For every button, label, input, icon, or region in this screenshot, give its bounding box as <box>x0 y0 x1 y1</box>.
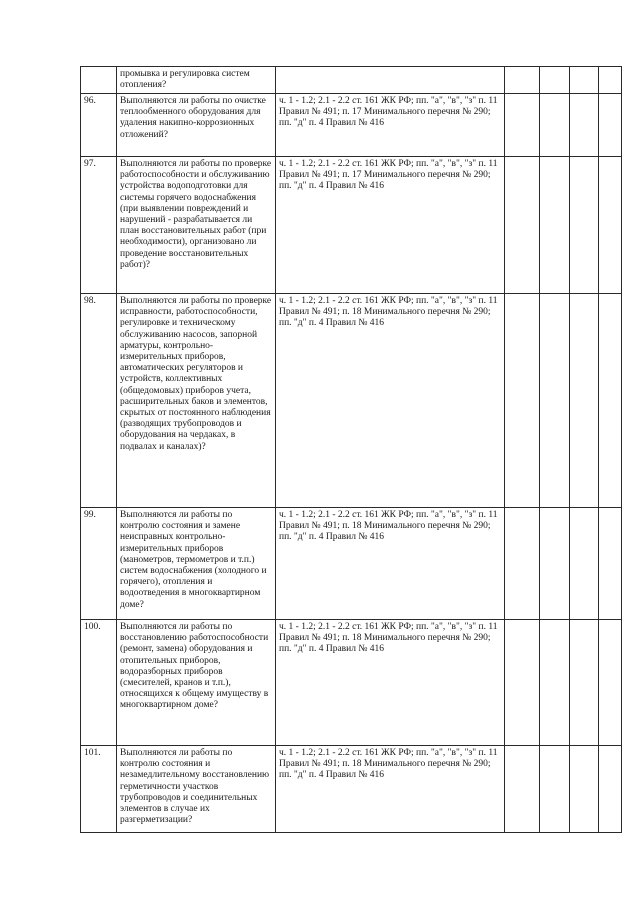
answer-cell-yes[interactable] <box>505 294 540 508</box>
row-number <box>81 67 117 94</box>
answer-cell-yes[interactable] <box>505 67 540 94</box>
table-row <box>81 620 622 746</box>
note-cell[interactable] <box>599 94 622 157</box>
table-row <box>81 157 622 294</box>
answer-cell-yes[interactable] <box>505 157 540 294</box>
answer-cell-na[interactable] <box>570 746 599 833</box>
answer-cell-no[interactable] <box>540 157 570 294</box>
answer-cell-no[interactable] <box>540 746 570 833</box>
answer-cell-na[interactable] <box>570 67 599 94</box>
table-row <box>81 746 622 833</box>
legal-references: ч. 1 - 1.2; 2.1 - 2.2 ст. 161 ЖК РФ; пп. "а", "в", "з" п. 11 Правил № 491; п. 18 Минимального перечня № 290; пп. "д" п. 4 Правил № 416 <box>276 620 505 746</box>
table-row <box>81 67 622 94</box>
legal-references: ч. 1 - 1.2; 2.1 - 2.2 ст. 161 ЖК РФ; пп. "а", "в", "з" п. 11 Правил № 491; п. 18 Минимального перечня № 290; пп. "д" п. 4 Правил № 416 <box>276 294 505 508</box>
answer-cell-no[interactable] <box>540 94 570 157</box>
table-row <box>81 94 622 157</box>
answer-cell-na[interactable] <box>570 620 599 746</box>
answer-cell-no[interactable] <box>540 294 570 508</box>
note-cell[interactable] <box>599 746 622 833</box>
answer-cell-no[interactable] <box>540 67 570 94</box>
answer-cell-yes[interactable] <box>505 94 540 157</box>
note-cell[interactable] <box>599 157 622 294</box>
row-number: 97. <box>81 157 117 294</box>
checklist-table <box>80 66 622 833</box>
note-cell[interactable] <box>599 620 622 746</box>
question-text: Выполняются ли работы по восстановлению работоспособности (ремонт, замена) оборудования и отопительных приборов, водоразборных приборов (смесителей, кранов и т.п.), относящихся к общему имуществу в многоквартирном доме? <box>117 620 276 746</box>
answer-cell-no[interactable] <box>540 620 570 746</box>
question-text: промывка и регулировка систем отопления? <box>117 67 276 94</box>
note-cell[interactable] <box>599 67 622 94</box>
question-text: Выполняются ли работы по очистке теплообменного оборудования для удаления накипно-коррозионных отложений? <box>117 94 276 157</box>
note-cell[interactable] <box>599 508 622 620</box>
answer-cell-na[interactable] <box>570 157 599 294</box>
question-text: Выполняются ли работы по проверке работоспособности и обслуживанию устройства водоподготовки для системы горячего водоснабжения (при выявлении повреждений и нарушений - разрабатывается ли план восстановительных работ (при необходимости), организовано ли проведение восстановительных работ)? <box>117 157 276 294</box>
legal-references: ч. 1 - 1.2; 2.1 - 2.2 ст. 161 ЖК РФ; пп. "а", "в", "з" п. 11 Правил № 491; п. 17 Минимального перечня № 290; пп. "д" п. 4 Правил № 416 <box>276 157 505 294</box>
answer-cell-no[interactable] <box>540 508 570 620</box>
legal-references: ч. 1 - 1.2; 2.1 - 2.2 ст. 161 ЖК РФ; пп. "а", "в", "з" п. 11 Правил № 491; п. 17 Минимального перечня № 290; пп. "д" п. 4 Правил № 416 <box>276 94 505 157</box>
legal-references <box>276 67 505 94</box>
note-cell[interactable] <box>599 294 622 508</box>
legal-references: ч. 1 - 1.2; 2.1 - 2.2 ст. 161 ЖК РФ; пп. "а", "в", "з" п. 11 Правил № 491; п. 18 Минимального перечня № 290; пп. "д" п. 4 Правил № 416 <box>276 508 505 620</box>
row-number: 96. <box>81 94 117 157</box>
question-text: Выполняются ли работы по контролю состояния и замене неисправных контрольно-измерительных приборов (манометров, термометров и т.п.) систем водоснабжения (холодного и горячего), отопления и водоотведения в многоквартирном доме? <box>117 508 276 620</box>
answer-cell-yes[interactable] <box>505 508 540 620</box>
row-number: 100. <box>81 620 117 746</box>
answer-cell-na[interactable] <box>570 94 599 157</box>
row-number: 101. <box>81 746 117 833</box>
table-row <box>81 508 622 620</box>
row-number: 99. <box>81 508 117 620</box>
legal-references: ч. 1 - 1.2; 2.1 - 2.2 ст. 161 ЖК РФ; пп. "а", "в", "з" п. 11 Правил № 491; п. 18 Минимального перечня № 290; пп. "д" п. 4 Правил № 416 <box>276 746 505 833</box>
answer-cell-yes[interactable] <box>505 620 540 746</box>
question-text: Выполняются ли работы по контролю состояния и незамедлительному восстановлению герметичности участков трубопроводов и соединительных элементов в случае их разгерметизации? <box>117 746 276 833</box>
answer-cell-na[interactable] <box>570 294 599 508</box>
row-number: 98. <box>81 294 117 508</box>
answer-cell-yes[interactable] <box>505 746 540 833</box>
table-row <box>81 294 622 508</box>
question-text: Выполняются ли работы по проверке исправности, работоспособности, регулировке и техническому обслуживанию насосов, запорной арматуры, контрольно-измерительных приборов, автоматических регуляторов и устройств, коллективных (общедомовых) приборов учета, расширительных баков и элементов, скрытых от постоянного наблюдения (разводящих трубопроводов и оборудования на чердаках, в подвалах и каналах)? <box>117 294 276 508</box>
answer-cell-na[interactable] <box>570 508 599 620</box>
